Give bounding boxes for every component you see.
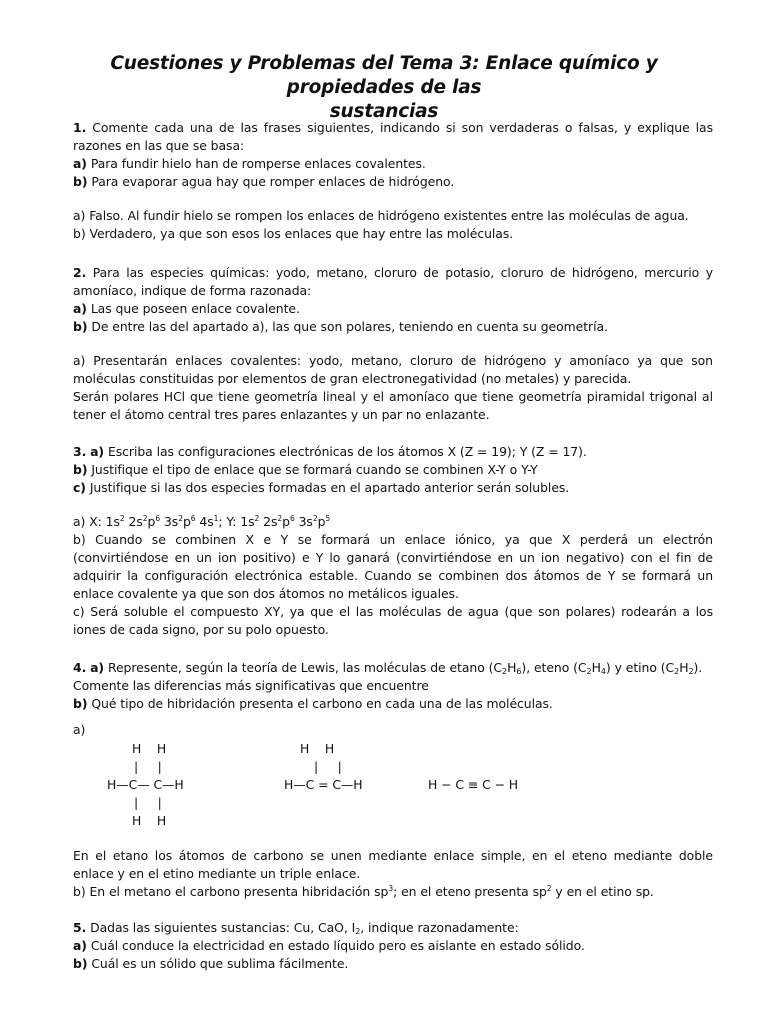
question-number: 1.	[73, 120, 87, 135]
exponent: 2	[277, 514, 283, 523]
answer-2-a: a) Presentarán enlaces covalentes: yodo, metano, cloruro de hidrógeno y amoníaco ya que son moléculas constituidas por elementos de gran electronegatividad (no metales) y parecida.	[73, 353, 713, 386]
answer-text: y en el etino sp.	[551, 884, 654, 899]
exponent: 2	[546, 884, 552, 893]
prompt-text: Para las especies químicas: yodo, metano, cloruro de potasio, cloruro de hidrógeno, mercurio y amoníaco, indique de forma razonada:	[73, 265, 713, 298]
subscript: 4	[600, 667, 606, 676]
answer-4-a-text: En el etano los átomos de carbono se unen mediante enlace simple, en el eteno mediante doble enlace y en el etino mediante un triple enlace.	[73, 848, 713, 881]
ethane-bottom-bonds: | |	[134, 795, 162, 810]
part-text: Represente, según la teoría de Lewis, las moléculas de etano (C	[107, 660, 503, 675]
exponent: 6	[190, 514, 196, 523]
part-label: c)	[73, 480, 86, 495]
part-text: ).	[693, 660, 703, 675]
part-label: b)	[73, 319, 88, 334]
question-number: 4.	[73, 660, 87, 675]
part-text: Cuál conduce la electricidad en estado líquido pero es aislante en estado sólido.	[90, 938, 585, 953]
config-text: 2s	[124, 514, 143, 529]
prompt-text: , indique razonadamente:	[360, 920, 519, 935]
part-label: a)	[73, 938, 87, 953]
part-text: Qué tipo de hibridación presenta el carbono en cada una de las moléculas.	[91, 696, 553, 711]
part-text: ) y etino (C	[605, 660, 675, 675]
prompt-text: Dadas las siguientes sustancias: Cu, CaO, I	[90, 920, 356, 935]
config-text: p	[317, 514, 326, 529]
part-text: H	[679, 660, 689, 675]
document-title	[60, 52, 708, 124]
config-text: a) X: 1s	[73, 514, 120, 529]
question-2-part-b	[73, 318, 713, 336]
question-2	[73, 264, 713, 424]
ethyne-structure: H − C ≡ C − H	[428, 777, 519, 792]
config-text: p	[182, 514, 191, 529]
question-3-part-a	[73, 443, 713, 461]
question-5	[73, 919, 713, 973]
part-text: Para evaporar agua hay que romper enlaces de hidrógeno.	[91, 174, 455, 189]
part-label: b)	[73, 696, 88, 711]
part-text: Escriba las configuraciones electrónicas de los átomos X (Z = 19); Y (Z = 17).	[107, 444, 587, 459]
subscript: 2	[586, 667, 592, 676]
question-3-part-c	[73, 479, 713, 497]
question-4-part-a-line-2: Comente las diferencias más significativas que encuentre	[73, 678, 429, 693]
exponent: 1	[213, 514, 219, 523]
ethane-carbon-chain: H—C— C—H	[107, 777, 184, 792]
config-text: 4s	[195, 514, 214, 529]
prompt-text: Comente cada una de las frases siguientes, indicando si son verdaderas o falsas, y explique las razones en las que se basa:	[73, 120, 713, 153]
question-3	[73, 443, 713, 639]
part-text: ), eteno (C	[521, 660, 587, 675]
exponent: 2	[119, 514, 125, 523]
config-text: ; Y: 1s	[218, 514, 255, 529]
part-label: a)	[90, 660, 105, 675]
exponent: 6	[155, 514, 161, 523]
exponent: 3	[388, 884, 394, 893]
config-text: 3s	[160, 514, 179, 529]
ethene-hydrogens: H H	[300, 741, 335, 756]
config-text: p	[147, 514, 156, 529]
part-text: H	[507, 660, 517, 675]
question-5-part-b	[73, 955, 713, 973]
lewis-structures	[73, 739, 713, 847]
question-1-prompt	[73, 119, 713, 155]
part-text: De entre las del apartado a), las que son polares, teniendo en cuenta su geometría.	[91, 319, 608, 334]
exponent: 2	[178, 514, 183, 523]
answer-1-b: b) Verdadero, ya que son esos los enlaces que hay entre las moléculas.	[73, 226, 514, 241]
answer-1-a: a) Falso. Al fundir hielo se rompen los enlaces de hidrógeno existentes entre las moléculas de agua.	[73, 208, 689, 223]
config-text: 3s	[294, 514, 313, 529]
ethene-carbon-chain: H—C = C—H	[284, 777, 363, 792]
document-body	[73, 119, 713, 973]
ethane-top-bonds: | |	[134, 759, 162, 774]
answer-3-a-configurations	[73, 513, 713, 531]
part-text: Justifique si las dos especies formadas en el apartado anterior serán solubles.	[89, 480, 570, 495]
subscript: 2	[674, 667, 680, 676]
question-number: 5.	[73, 920, 87, 935]
part-text: H	[591, 660, 601, 675]
question-5-part-a	[73, 937, 713, 955]
subscript: 2	[688, 667, 694, 676]
question-2-part-a	[73, 300, 713, 318]
answer-4-a-label: a)	[73, 722, 86, 737]
part-label: b)	[73, 174, 88, 189]
question-number: 2.	[73, 265, 87, 280]
question-4	[73, 659, 713, 901]
part-label: b)	[73, 956, 88, 971]
part-text: Cuál es un sólido que sublima fácilmente.	[91, 956, 349, 971]
answer-3-b: b) Cuando se combinen X e Y se formará un enlace iónico, ya que X perderá un electrón (convirtiéndose en un ion positivo) e Y lo ganará (convirtiéndose en un ion negativo) con el fin de adquirir la configuración electrónica estable. Cuando se combinen dos átomos de Y se formará un enlace covalente ya que son dos átomos no metálicos iguales.	[73, 532, 713, 601]
part-label: a)	[90, 444, 105, 459]
exponent: 6	[289, 514, 295, 523]
answer-text: b) En el metano el carbono presenta hibridación sp	[73, 884, 389, 899]
exponent: 5	[325, 514, 331, 523]
question-3-part-b	[73, 461, 713, 479]
question-1	[73, 119, 713, 243]
exponent: 2	[254, 514, 260, 523]
ethane-bottom-hydrogens: H H	[132, 813, 167, 828]
config-text: p	[282, 514, 290, 529]
question-4-part-a	[73, 659, 713, 677]
question-1-part-b	[73, 173, 713, 191]
question-number: 3.	[73, 444, 87, 459]
exponent: 2	[312, 514, 318, 523]
answer-4-b	[73, 883, 713, 901]
question-1-part-a	[73, 155, 713, 173]
ethane-top-hydrogens: H H	[132, 741, 167, 756]
ethene-bonds: | |	[314, 759, 342, 774]
part-label: a)	[73, 156, 87, 171]
part-label: b)	[73, 462, 88, 477]
config-text: 2s	[259, 514, 278, 529]
part-text: Para fundir hielo han de romperse enlaces covalentes.	[90, 156, 426, 171]
subscript: 2	[502, 667, 508, 676]
answer-2-b: Serán polares HCl que tiene geometría lineal y el amoníaco que tiene geometría piramidal trigonal al tener el átomo central tres pares enlazantes y un par no enlazante.	[73, 389, 713, 422]
answer-3-c: c) Será soluble el compuesto XY, ya que el las moléculas de agua (que son polares) rodearán a los iones de cada signo, por su polo opuesto.	[73, 604, 713, 637]
question-5-prompt	[73, 919, 713, 937]
title-line-1: Cuestiones y Problemas del Tema 3: Enlace químico y propiedades de las	[110, 53, 658, 98]
question-2-prompt	[73, 264, 713, 300]
subscript: 6	[516, 667, 522, 676]
answer-text: ; en el eteno presenta sp	[393, 884, 547, 899]
title-line-2: sustancias	[329, 101, 439, 122]
part-text: Las que poseen enlace covalente.	[90, 301, 300, 316]
question-4-part-b	[73, 695, 713, 713]
subscript: 2	[355, 927, 361, 936]
part-text: Justifique el tipo de enlace que se formará cuando se combinen X-Y o Y-Y	[91, 462, 538, 477]
exponent: 2	[142, 514, 148, 523]
part-label: a)	[73, 301, 87, 316]
